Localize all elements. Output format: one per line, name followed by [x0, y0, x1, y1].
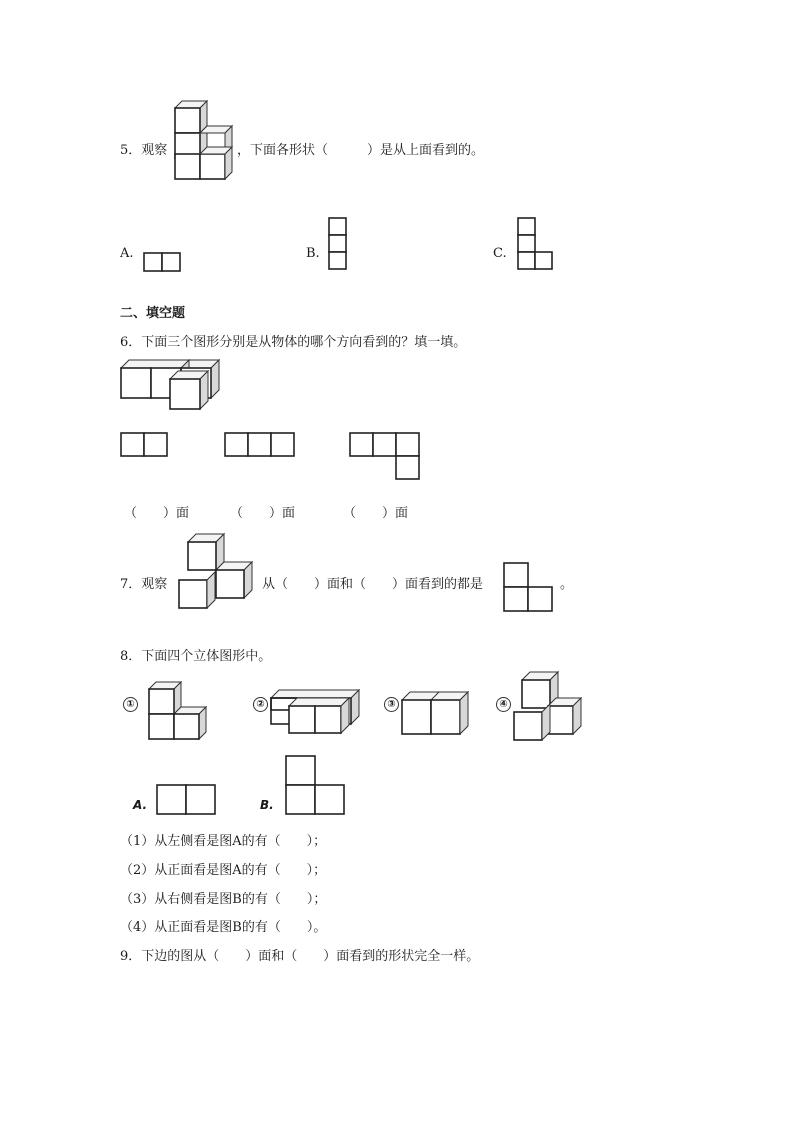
q5-cube-figure — [172, 98, 234, 182]
q6-cube-figure — [120, 358, 220, 412]
q8-sub-4: （4）从正面看是图B的有（ ）。 — [120, 920, 327, 935]
q7-cube-figure — [178, 532, 258, 612]
q5-option-c-label[interactable]: C. — [493, 246, 507, 261]
q6-blank-1[interactable]: （ ）面 — [124, 506, 190, 521]
q6-view-1 — [120, 432, 170, 458]
q9-text: 9．下边的图从（ ）面和（ ）面看到的形状完全一样。 — [120, 949, 480, 964]
q5-option-c-figure — [517, 217, 557, 273]
q7-prefix: 7．观察 — [120, 577, 168, 592]
q7-middle: 从（ ）面和（ ）面看到的都是 — [262, 577, 484, 592]
q8-label-3: ③ — [384, 697, 399, 712]
q8-figure-2 — [270, 688, 362, 738]
q7-end: 。 — [560, 577, 574, 592]
q8-sub-2: （2）从正面看是图A的有（ ）； — [120, 863, 327, 878]
q8-view-a-label: A. — [133, 798, 148, 812]
q7-view-figure — [503, 562, 557, 614]
section-title: 二、填空题 — [120, 306, 186, 321]
q5-suffix: ，下面各形状（ ）是从上面看到的。 — [237, 143, 485, 158]
q8-view-b-label: B. — [260, 798, 274, 812]
q8-sub-3: （3）从右侧看是图B的有（ ）； — [120, 892, 327, 907]
q8-view-b-figure — [285, 755, 347, 817]
q8-figure-3 — [401, 690, 471, 738]
q8-label-4: ④ — [496, 697, 511, 712]
q6-view-2 — [224, 432, 298, 458]
q6-blank-2[interactable]: （ ）面 — [230, 506, 296, 521]
q6-view-3 — [349, 432, 423, 482]
q5-prefix: 5．观察 — [120, 143, 168, 158]
q5-option-b-figure — [328, 217, 350, 273]
q6-blank-3[interactable]: （ ）面 — [343, 506, 409, 521]
q5-option-a-figure — [143, 252, 183, 274]
q8-figure-4 — [513, 670, 585, 744]
q8-view-a-figure — [156, 784, 218, 816]
q5-option-a-label[interactable]: A. — [120, 246, 134, 261]
q5-option-b-label[interactable]: B. — [306, 246, 320, 261]
q8-sub-1: （1）从左侧看是图A的有（ ）； — [120, 834, 327, 849]
q8-figure-1 — [148, 680, 218, 742]
q8-text: 8．下面四个立体图形中。 — [120, 649, 272, 664]
q8-label-1: ① — [123, 697, 138, 712]
q8-label-2: ② — [253, 697, 268, 712]
q6-text: 6．下面三个图形分别是从物体的哪个方向看到的？填一填。 — [120, 335, 467, 350]
